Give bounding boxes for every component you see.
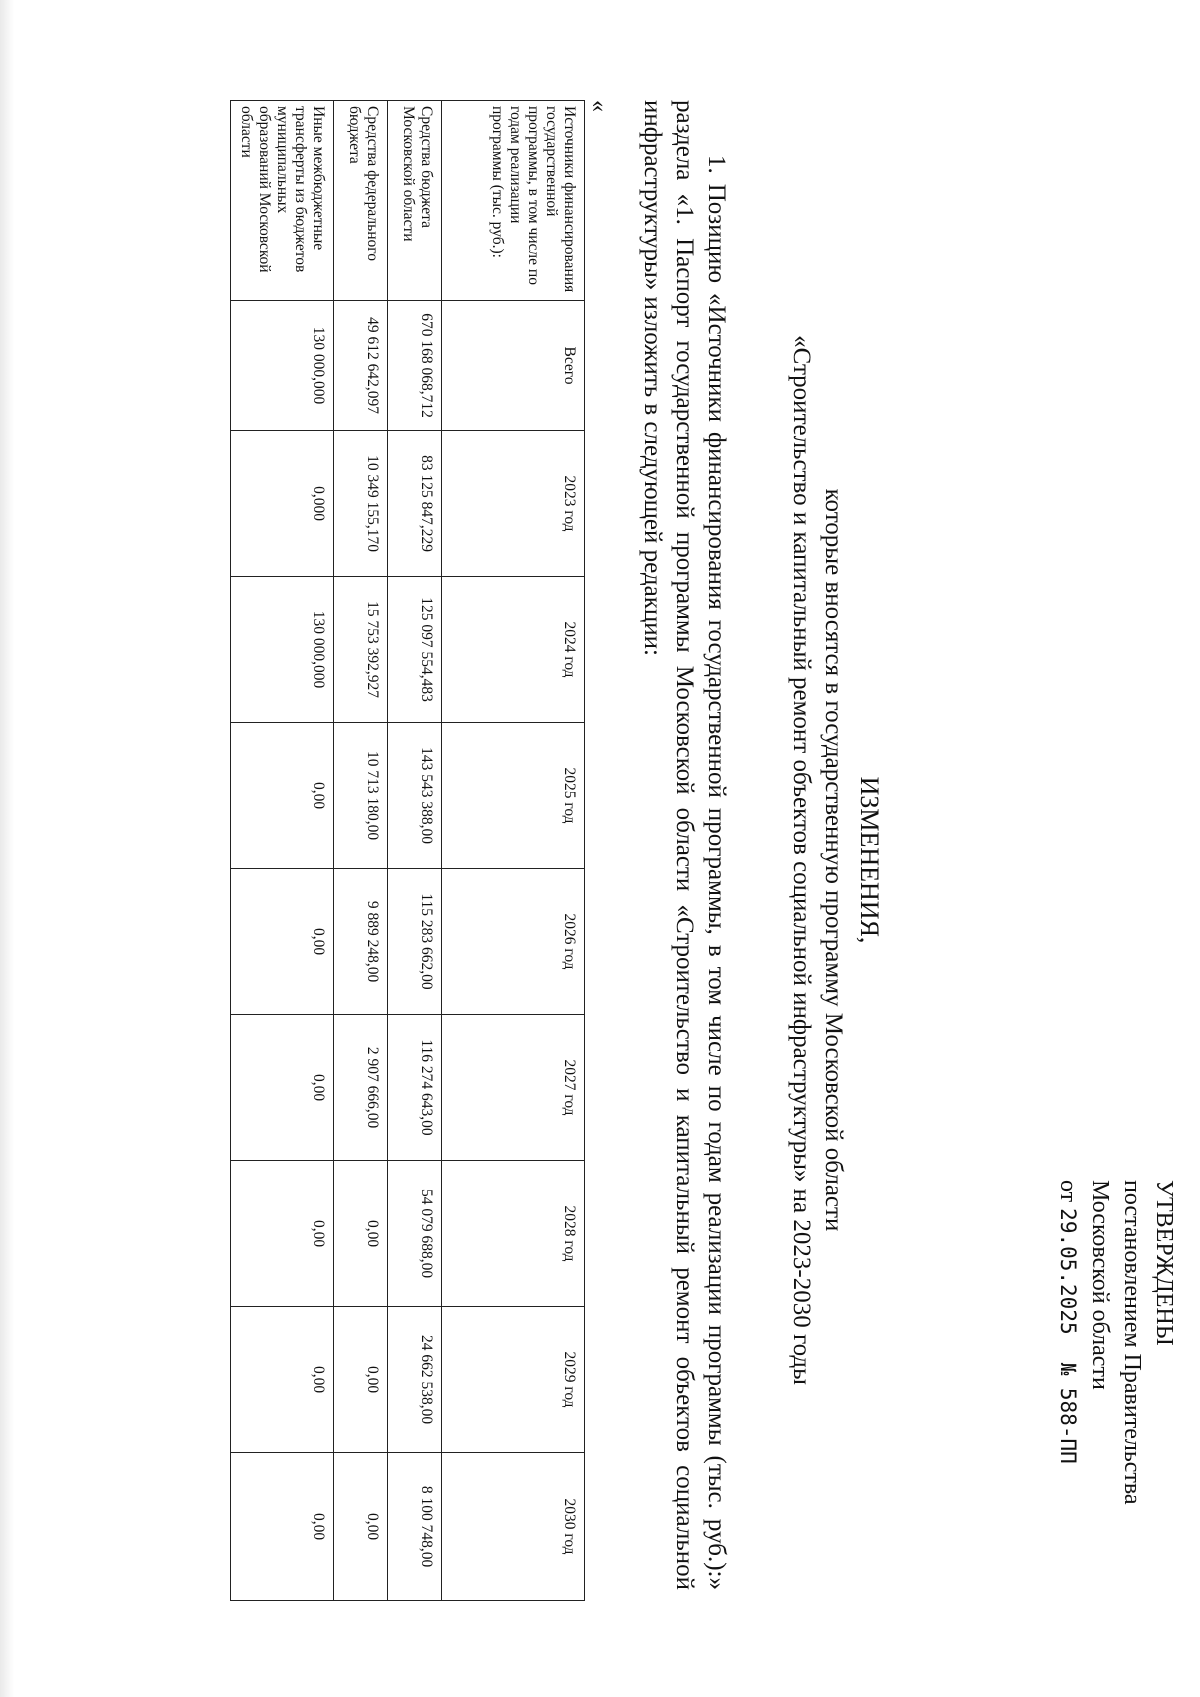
row-value: 115 283 662,00: [388, 869, 442, 1015]
approval-heading: УТВЕРЖДЕНЫ: [1151, 1180, 1177, 1346]
table-row: [388, 101, 442, 1601]
row-label: Средства федерального бюджета: [334, 101, 388, 301]
row-value: 116 274 643,00: [388, 1015, 442, 1161]
row-value: 0,00: [231, 1453, 334, 1601]
table-header-row: [442, 101, 585, 1601]
row-value: 0,00: [231, 723, 334, 869]
row-value: 15 753 392,927: [334, 577, 388, 723]
header-source-text: Источники финансирования государственной программы, в том числе по годам реализации программы (тыс. руб.):: [489, 106, 578, 293]
table-row: [231, 101, 334, 1601]
row-value: 0,00: [231, 1015, 334, 1161]
scan-edge-shadow: [0, 0, 14, 1697]
row-value: 0,00: [334, 1453, 388, 1601]
approval-number: № 588-ПП: [1056, 1362, 1080, 1464]
row-value: 24 662 538,00: [388, 1307, 442, 1453]
document-title: [785, 300, 885, 1420]
title-main: ИЗМЕНЕНИЯ,: [855, 776, 884, 944]
row-value: 0,000: [231, 431, 334, 577]
header-year-2025: 2025 год: [442, 723, 585, 869]
row-value: 8 100 748,00: [388, 1453, 442, 1601]
row-value: 54 079 688,00: [388, 1161, 442, 1307]
row-value: 2 907 666,00: [334, 1015, 388, 1161]
opening-quote: «: [586, 100, 612, 112]
row-label: Иные межбюджетные трансферты из бюджетов муниципальных образований Московской области: [231, 101, 334, 301]
approval-date-line: [1052, 1180, 1084, 1640]
header-year-2028: 2028 год: [442, 1161, 585, 1307]
title-subtitle-1: которые вносятся в государственную программу Московской области: [820, 488, 847, 1232]
title-subtitle-2: «Строительство и капитальный ремонт объектов социальной инфраструктуры» на 2023-2030 годы: [788, 335, 815, 1385]
row-value: 125 097 554,483: [388, 577, 442, 723]
header-year-2029: 2029 год: [442, 1307, 585, 1453]
header-year-2030: 2030 год: [442, 1453, 585, 1601]
header-year-2024: 2024 год: [442, 577, 585, 723]
header-year-2026: 2026 год: [442, 869, 585, 1015]
header-year-2023: 2023 год: [442, 431, 585, 577]
row-value: 0,00: [231, 1307, 334, 1453]
row-value: 9 889 248,00: [334, 869, 388, 1015]
row-value: 0,00: [231, 1161, 334, 1307]
approval-line-2: Московской области: [1087, 1180, 1113, 1390]
row-value: 0,00: [334, 1307, 388, 1453]
row-value: 0,00: [231, 869, 334, 1015]
amendment-paragraph: 1. Позицию «Источники финансирования государственной программы, в том числе по годам реализации программы (тыс. руб.):» раздела «1. Паспорт государственной программы Московской области «Строительство и капитальный ремонт объектов социальной инфраструктуры» изложить в следующей редакции:: [639, 100, 730, 1590]
row-value: 143 543 388,00: [388, 723, 442, 869]
financing-table: [230, 100, 585, 1601]
approval-stamp-block: [1052, 1180, 1180, 1640]
row-value: 0,00: [334, 1161, 388, 1307]
table-row: [334, 101, 388, 1601]
header-total: Всего: [442, 301, 585, 431]
row-value: 83 125 847,229: [388, 431, 442, 577]
header-year-2027: 2027 год: [442, 1015, 585, 1161]
header-source: [442, 101, 585, 301]
approval-line-1: постановлением Правительства: [1119, 1180, 1145, 1505]
row-value: 130 000,000: [231, 577, 334, 723]
approval-date: 29.05.2025: [1056, 1208, 1080, 1335]
row-total: 49 612 642,097: [334, 301, 388, 431]
row-total: 670 168 068,712: [388, 301, 442, 431]
approval-date-prefix: от: [1055, 1180, 1081, 1203]
rotated-document-content: [80, 20, 1200, 1670]
row-total: 130 000,000: [231, 301, 334, 431]
row-label: Средства бюджета Московской области: [388, 101, 442, 301]
row-value: 10 349 155,170: [334, 431, 388, 577]
row-value: 10 713 180,00: [334, 723, 388, 869]
